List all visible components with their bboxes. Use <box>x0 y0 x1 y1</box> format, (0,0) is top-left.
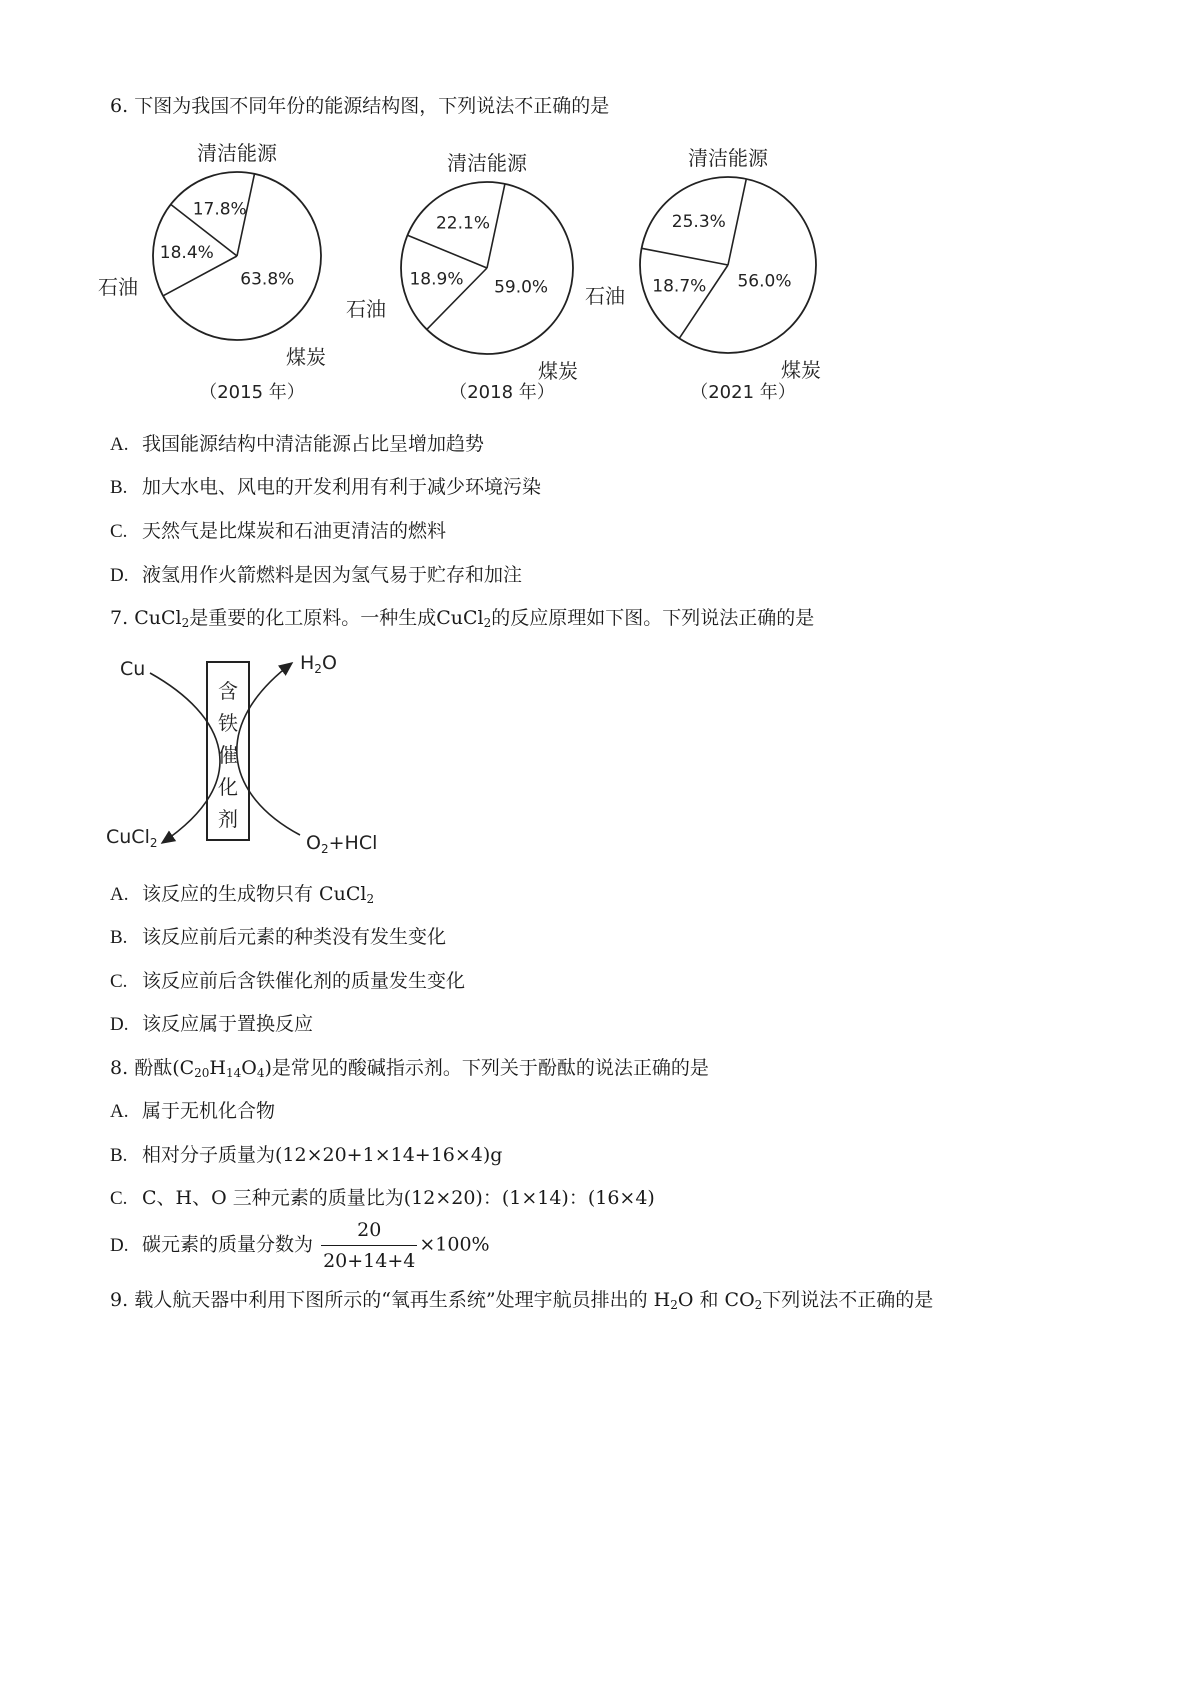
pie-chart-2 <box>346 151 578 403</box>
question-7-stem: 7. CuCl$_2$是重要的化工原料。一种生成CuCl$_2$的反应原理如下图。下列说法正确的是 <box>110 607 815 630</box>
catalyst-char: 含 <box>218 679 238 703</box>
pie-caption: （2018 年） <box>449 382 555 403</box>
pie-value-coal: 59.0% <box>494 277 549 298</box>
q6-option-a[interactable]: A. 我国能源结构中清洁能源占比呈增加趋势 <box>110 433 485 455</box>
q6-option-b[interactable]: B. 加大水电、风电的开发利用有利于减少环境污染 <box>110 476 542 498</box>
pie-label-clean: 清洁能源 <box>688 146 768 170</box>
catalyst-char: 铁 <box>218 711 238 735</box>
pie-label-clean: 清洁能源 <box>197 141 277 165</box>
pie-chart-1 <box>98 141 326 403</box>
question-6-stem: 6. 下图为我国不同年份的能源结构图，下列说法不正确的是 <box>110 95 610 117</box>
pie-label-coal: 煤炭 <box>538 359 578 383</box>
q7-option-d[interactable]: D. 该反应属于置换反应 <box>110 1013 314 1035</box>
pie-label-oil: 石油 <box>346 297 386 321</box>
cucl2-label: CuCl$_2$ <box>106 826 158 850</box>
q7-option-a[interactable]: A. 该反应的生成物只有 CuCl$_2$ <box>110 883 375 906</box>
o2hcl-label: $O_2+HCl$ <box>306 832 378 856</box>
question-9-stem: 9. 载人航天器中利用下图所示的“氧再生系统”处理宇航员排出的 $H_2O$ 和 $CO_2$下列说法不正确的是 <box>110 1289 934 1312</box>
energy-pie-charts <box>0 140 1200 440</box>
pie-chart-3 <box>585 146 821 403</box>
q8-option-c[interactable]: C. C、H、O 三种元素的质量比为(12×20)：(1×14)：(16×4) <box>110 1187 655 1209</box>
pie-value-oil: 18.9% <box>409 269 464 290</box>
mass-fraction <box>321 1217 417 1274</box>
fraction-numerator: 20 <box>321 1217 417 1246</box>
pie-value-oil: 18.4% <box>159 242 214 263</box>
pie-value-clean: 25.3% <box>671 212 726 232</box>
pie-label-clean: 清洁能源 <box>447 151 527 175</box>
q8-option-a[interactable]: A. 属于无机化合物 <box>110 1100 276 1122</box>
pie-value-clean: 17.8% <box>192 199 247 220</box>
pie-value-clean: 22.1% <box>435 213 491 234</box>
reaction-diagram <box>100 645 500 875</box>
pie-label-oil: 石油 <box>585 284 625 308</box>
pie-value-coal: 63.8% <box>240 269 295 290</box>
catalyst-char: 催 <box>218 743 238 767</box>
catalyst-char: 剂 <box>218 807 238 831</box>
fraction-denominator: 20+14+4 <box>323 1250 416 1272</box>
q8-option-d[interactable]: D. 碳元素的质量分数为 $\frac{20}{20+14+4}$ ×100% <box>110 1219 490 1272</box>
pie-value-coal: 56.0% <box>737 271 792 292</box>
cu-label: Cu <box>120 658 146 680</box>
pie-value-oil: 18.7% <box>652 276 707 297</box>
pie-label-coal: 煤炭 <box>286 345 326 369</box>
q6-option-c[interactable]: C. 天然气是比煤炭和石油更清洁的燃料 <box>110 520 447 542</box>
catalyst-char: 化 <box>218 775 238 799</box>
q8-option-b[interactable]: B. 相对分子质量为(12×20+1×14+16×4)g <box>110 1144 503 1166</box>
pie-caption: （2015 年） <box>199 382 305 403</box>
q7-option-b[interactable]: B. 该反应前后元素的种类没有发生变化 <box>110 926 447 948</box>
pie-label-oil: 石油 <box>98 275 138 299</box>
q6-option-d[interactable]: D. 液氢用作火箭燃料是因为氢气易于贮存和加注 <box>110 564 523 586</box>
pie-caption: （2021 年） <box>690 382 796 403</box>
question-8-stem: 8. 酚酞$(C_{20}H_{14}O_4)$是常见的酸碱指示剂。下列关于酚酞的说法正确的是 <box>110 1057 709 1080</box>
h2o-label: $H_2O$ <box>300 652 337 676</box>
pie-label-coal: 煤炭 <box>781 358 821 382</box>
q7-option-c[interactable]: C. 该反应前后含铁催化剂的质量发生变化 <box>110 970 466 992</box>
